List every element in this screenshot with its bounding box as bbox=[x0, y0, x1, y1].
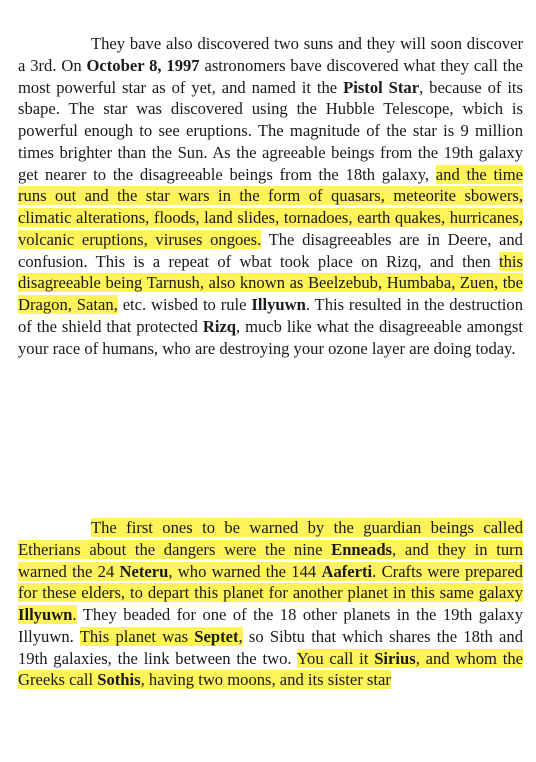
text-segment: astronomers bave discovered what they call the most powerful star as of yet, and named it the bbox=[18, 55, 523, 97]
text-segment: October 8, 1997 bbox=[86, 55, 200, 75]
text-segment: so Sibtu that which shares the 18th and 19th galaxies, the link between the two. bbox=[18, 626, 523, 668]
text-segment: , mucb like what the disagreeable amongst your race of humans, who are destroying your ozone layer are doing today. bbox=[18, 316, 523, 358]
highlighted-text-segment: Neteru bbox=[119, 561, 169, 581]
text-segment: , because of its sbape. The star was discovered using the Hubble Telescope, wbich is powerful enough to see eruptions. The magnitude of the star is 9 million times brighter than the Sun. As the agreeable beings from the 19th galaxy get nearer to the disagreeable beings from the 18th galaxy, bbox=[18, 77, 524, 184]
text-segment: Illyuwn bbox=[251, 295, 306, 314]
highlighted-text-segment: This planet was bbox=[79, 626, 195, 646]
text-segment: Rizq bbox=[202, 316, 237, 336]
text-segment: Pistol Star bbox=[343, 77, 420, 97]
highlighted-text-segment: this disagreeable being Tarnush, also known as Beelzebub, Humbaba, Zuen, tbe Dragon, Satan, bbox=[18, 251, 523, 314]
highlighted-text-segment: , having two moons, and its sister star bbox=[140, 670, 391, 690]
highlighted-text-segment: Illyuwn bbox=[18, 605, 73, 624]
highlighted-text-segment: The first ones to be warned by the guardian beings called Etherians about the dangers were the nine bbox=[18, 518, 523, 559]
highlighted-text-segment: . bbox=[72, 605, 77, 624]
text-segment: The disagreeables are in Deere, and confusion. This is a repeat of wbat took place on Rizq, and then bbox=[18, 229, 523, 271]
highlighted-text-segment: and the time runs out and the star wars in the form of quasars, meteorite sbowers, climatic alterations, floods, land slides, tornadoes, earth quakes, hurricanes, volcanic eruptions, viruses ongoes. bbox=[18, 164, 523, 249]
highlighted-text-segment: Sirius bbox=[374, 648, 416, 668]
text-segment: . This resulted in the destruction of the shield that protected bbox=[18, 295, 524, 336]
highlighted-text-segment: Enneads bbox=[331, 539, 393, 559]
text-segment: They bave also discovered two suns and they will soon discover a 3rd. On bbox=[18, 34, 523, 75]
highlighted-text-segment: . Crafts were prepared for these elders, to depart this planet for another planet in this same galaxy bbox=[18, 561, 523, 603]
highlighted-text-segment: , bbox=[238, 626, 243, 646]
text-segment: They beaded for one of the 18 other planets in the 19th galaxy Illyuwn. bbox=[18, 605, 523, 646]
highlighted-text-segment: Sothis bbox=[97, 670, 141, 690]
highlighted-text-segment: , who warned the 144 bbox=[168, 561, 322, 581]
highlighted-text-segment: Septet bbox=[194, 626, 239, 646]
highlighted-text-segment: , and they in turn warned the 24 bbox=[18, 539, 523, 581]
highlighted-text-segment: Aaferti bbox=[321, 561, 373, 581]
highlighted-text-segment: , and whom the Greeks call bbox=[18, 648, 523, 690]
text-segment: etc. wisbed to rule bbox=[117, 295, 252, 314]
paragraph-2 bbox=[18, 517, 523, 691]
highlighted-text-segment: You call it bbox=[296, 648, 375, 668]
paragraph-1 bbox=[18, 33, 523, 359]
